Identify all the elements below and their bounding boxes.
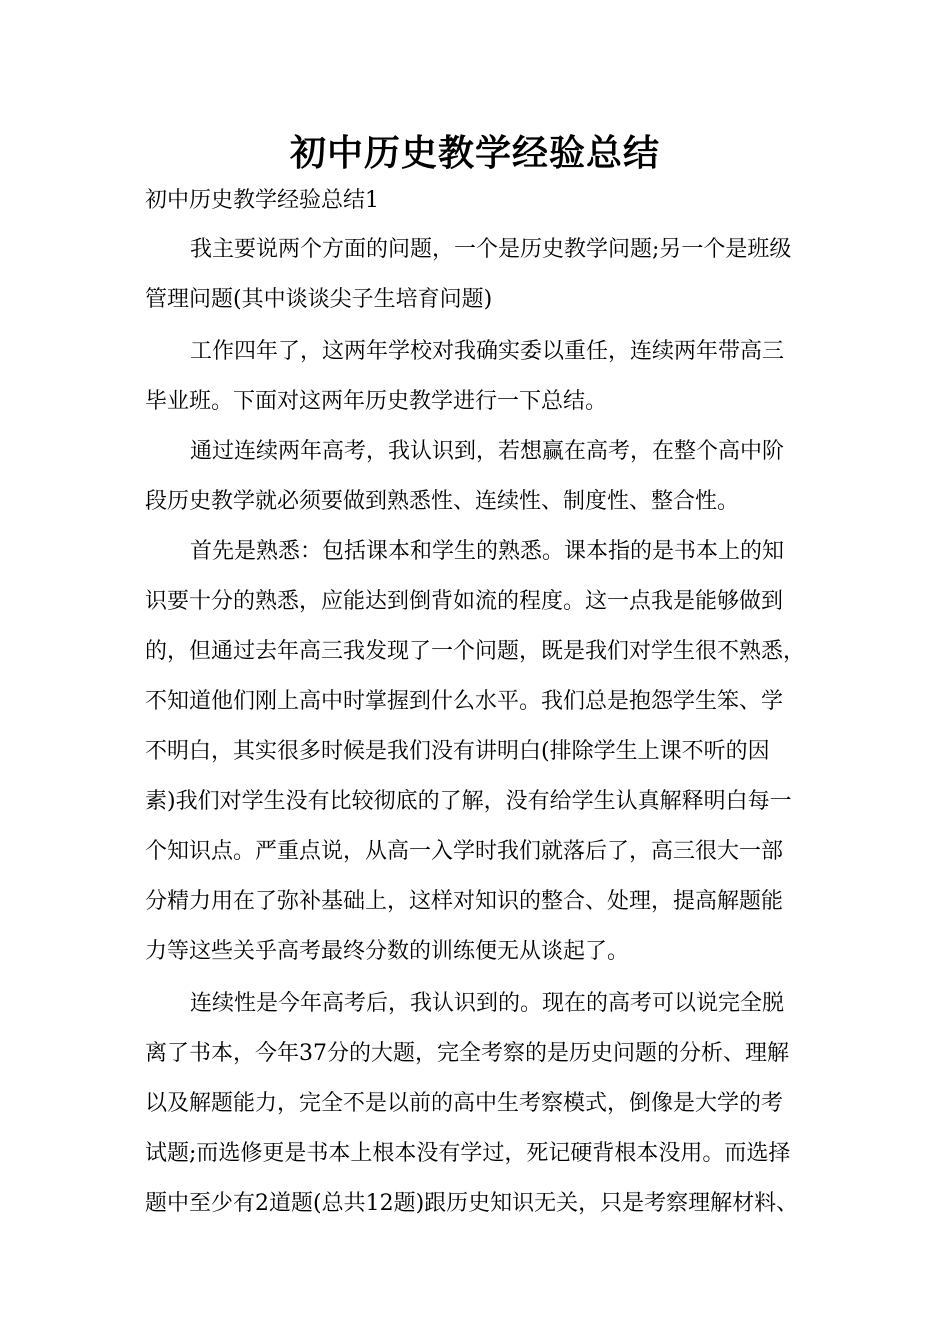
paragraph-line: 毕业班。下面对这两年历史教学进行一下总结。 [145, 389, 608, 414]
paragraph-line: 以及解题能力，完全不是以前的高中生考察模式，倒像是大学的考 [145, 1091, 784, 1116]
paragraph-line: 工作四年了，这两年学校对我确实委以重任，连续两年带高三 [190, 339, 785, 364]
paragraph-line: 管理问题(其中谈谈尖子生培育问题) [145, 287, 493, 312]
paragraph-line: 题中至少有2道题(总共12题)跟历史知识无关，只是考察理解材料、 [145, 1191, 799, 1216]
paragraph-line: 的，但通过去年高三我发现了一个问题，既是我们对学生很不熟悉， [145, 639, 806, 664]
paragraph-line: 识要十分的熟悉，应能达到倒背如流的程度。这一点我是能够做到 [145, 589, 784, 614]
paragraph-line: 段历史教学就必须要做到熟悉性、连续性、制度性、整合性。 [145, 489, 740, 514]
paragraph-line: 首先是熟悉：包括课本和学生的熟悉。课本指的是书本上的知 [190, 539, 785, 564]
paragraph-line: 素)我们对学生没有比较彻底的了解，没有给学生认真解释明白每一 [145, 789, 792, 814]
paragraph-line: 个知识点。严重点说，从高一入学时我们就落后了，高三很大一部 [145, 839, 784, 864]
paragraph-line: 分精力用在了弥补基础上，这样对知识的整合、处理，提高解题能 [145, 889, 784, 914]
paragraph-line: 不明白，其实很多时候是我们没有讲明白(排除学生上课不听的因 [145, 739, 770, 764]
paragraph-line: 我主要说两个方面的问题，一个是历史教学问题;另一个是班级 [190, 237, 792, 262]
paragraph-line: 通过连续两年高考，我认识到，若想赢在高考，在整个高中阶 [190, 439, 785, 464]
section-heading: 初中历史教学经验总结1 [145, 188, 379, 213]
paragraph-line: 力等这些关乎高考最终分数的训练便无从谈起了。 [145, 939, 630, 964]
document-title: 初中历史教学经验总结 [289, 132, 660, 174]
paragraph-line: 试题;而选修更是书本上根本没有学过，死记硬背根本没用。而选择 [145, 1141, 791, 1166]
paragraph-line: 不知道他们刚上高中时掌握到什么水平。我们总是抱怨学生笨、学 [145, 689, 784, 714]
paragraph-line: 离了书本，今年37分的大题，完全考察的是历史问题的分析、理解 [145, 1041, 789, 1066]
paragraph-line: 连续性是今年高考后，我认识到的。现在的高考可以说完全脱 [190, 991, 785, 1016]
